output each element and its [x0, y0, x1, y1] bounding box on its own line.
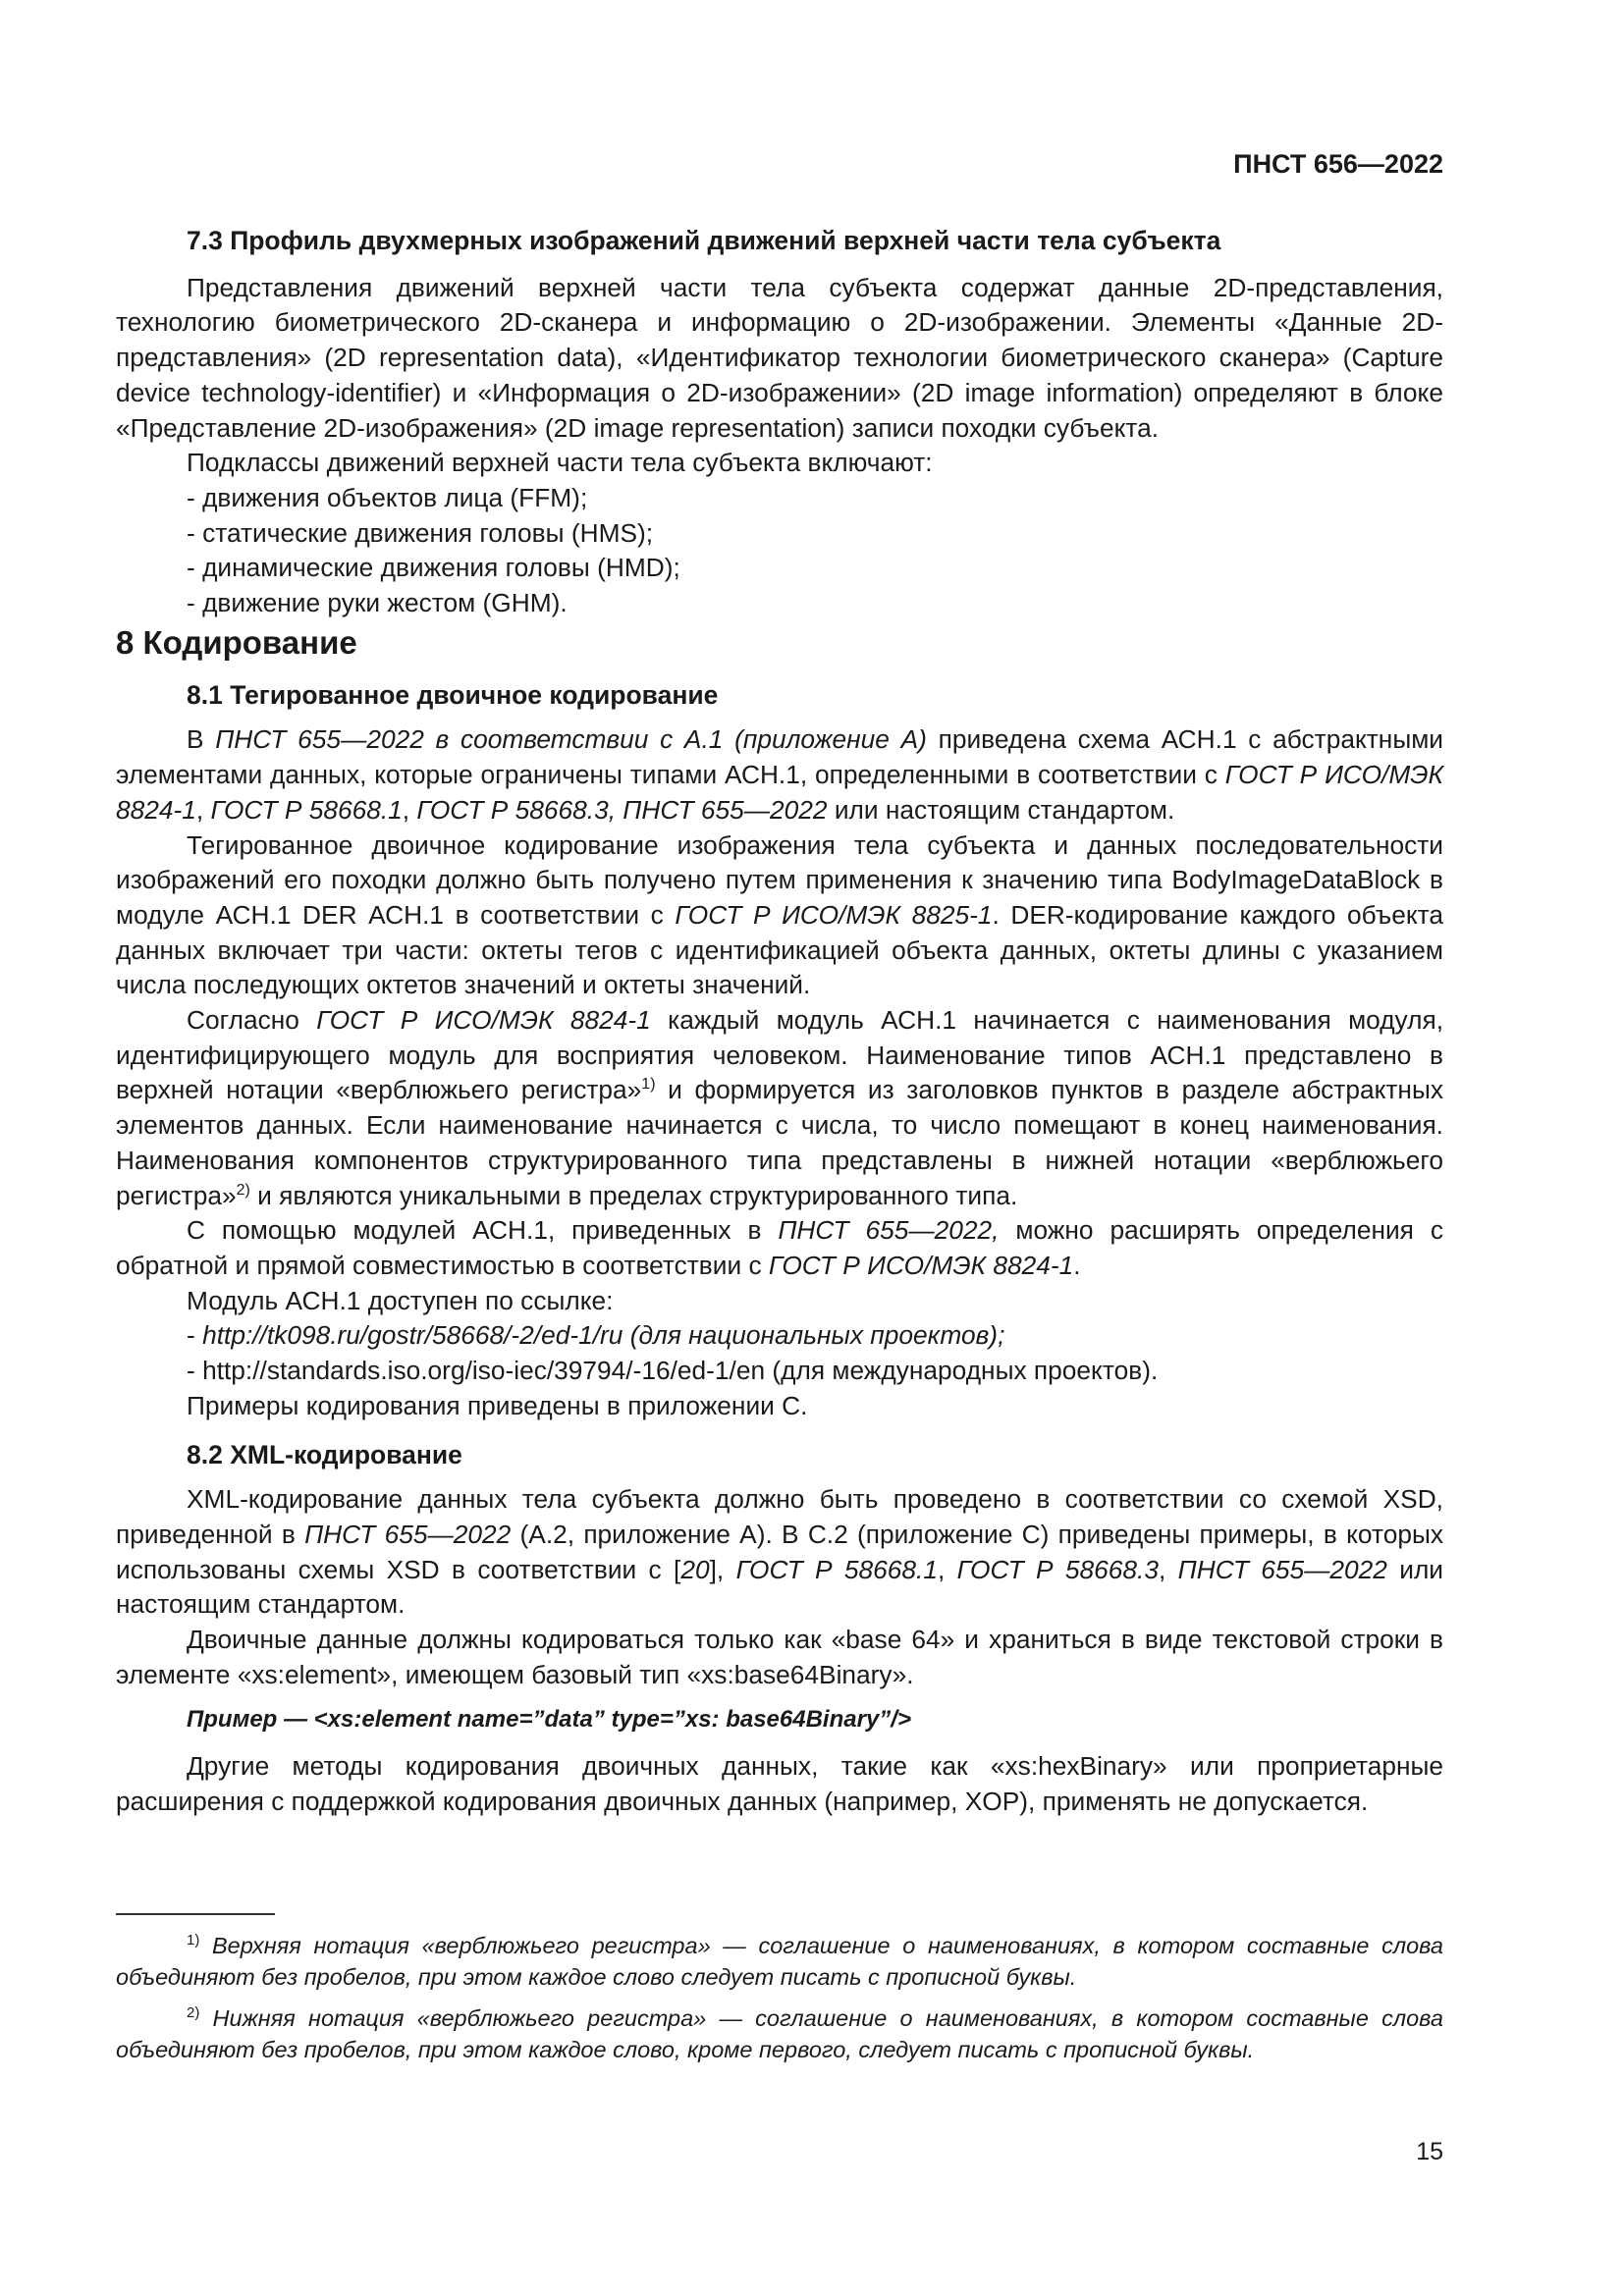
list-item: - динамические движения головы (HMD);	[187, 553, 680, 583]
paragraph: Модуль АСН.1 доступен по ссылке:	[187, 1285, 614, 1315]
paragraph: XML-кодирование данных тела субъекта должно быть проведено в соответствии со схемой XSD, приведенной в ПНСТ 655—2022 (А.2, приложение А). В С.2 (приложение С) приведены примеры, в которых использованы схемы XSD в соответствии с [20], ГОСТ Р 58668.1, ГОСТ Р 58668.3, ПНСТ 655—2022 или настоящим стандартом.	[116, 1484, 1443, 1620]
paragraph: Двоичные данные должны кодироваться только как «base 64» и храниться в виде текстовой строки в элементе «xs:element», имеющем базовый тип «xs:base64Binary».	[116, 1625, 1443, 1689]
paragraph: Другие методы кодирования двоичных данных, такие как «xs:hexBinary» или проприетарные расширения с поддержкой кодирования двоичных данных (например, XOP), применять не допускается.	[116, 1751, 1443, 1816]
footnote-ref-2: 2)	[236, 1181, 250, 1199]
page-content	[116, 224, 1443, 1820]
paragraph: С помощью модулей АСН.1, приведенных в ПНСТ 655—2022, можно расширять определения с обратной и прямой совместимостью в соответствии с ГОСТ Р ИСО/МЭК 8824-1.	[116, 1215, 1443, 1280]
section-8-title: 8 Кодирование	[116, 623, 357, 661]
footnote-2: $^{2)}$ Нижняя нотация «верблюжьего регистра» — соглашение о наименованиях, в котором составные слова объединяют без пробелов, при этом каждое слово, кроме первого, следует писать с прописной буквы.	[116, 2004, 1443, 2062]
paragraph: Подклассы движений верхней части тела субъекта включают:	[187, 448, 933, 478]
paragraph: Тегированное двоичное кодирование изображения тела субъекта и данных последовательности изображений его походки должно быть получено путем применения к значению типа BodyImageDataBlock в модуле АСН.1 DER АСН.1 в соответствии с ГОСТ Р ИСО/МЭК 8825-1. DER-кодирование каждого объекта данных включает три части: октеты тегов с идентификацией объекта данных, октеты длины с указанием числа последующих октетов значений и октеты значений.	[116, 829, 1443, 1000]
paragraph: Примеры кодирования приведены в приложении С.	[187, 1390, 808, 1420]
link-item-international[interactable]: - http://standards.iso.org/iso-iec/39794/-16/ed-1/en (для международных проектов).	[187, 1356, 1159, 1386]
paragraph: В ПНСТ 655—2022 в соответствии с А.1 (приложение А) приведена схема АСН.1 с абстрактными элементами данных, которые ограничены типами АСН.1, определенными в соответствии с ГОСТ Р ИСО/МЭК 8824-1, ГОСТ Р 58668.1, ГОСТ Р 58668.3, ПНСТ 655—2022 или настоящим стандартом.	[116, 724, 1443, 825]
paragraph: Представления движений верхней части тела субъекта содержат данные 2D-представления, технологию биометрического 2D-сканера и информацию о 2D-изображении. Элементы «Данные 2D-представления» (2D representation data), «Идентификатор технологии биометрического сканера» (Capture device technology‑identifier) и «Информация о 2D-изображении» (2D image information) определяют в блоке «Представление 2D-изображения» (2D image representation) записи походки субъекта.	[116, 272, 1443, 443]
section-8-2-title: 8.2 XML-кодирование	[187, 1439, 462, 1469]
footnote-1: $^{1)}$ Верхняя нотация «верблюжьего регистра» — соглашение о наименованиях, в котором составные слова объединяют без пробелов, при этом каждое слово следует писать с прописной буквы.	[116, 1932, 1443, 1990]
link-item-national[interactable]: - http://tk098.ru/gostr/58668/-2/ed-1/ru (для национальных проектов);	[187, 1320, 1005, 1351]
footnotes	[116, 1930, 1443, 2075]
example-line: Пример — <xs:element name=”data” type=”xs: base64Binary”/>	[187, 1706, 911, 1734]
list-item: - движение руки жестом (GHM).	[187, 588, 568, 618]
footnote-ref-1: 1)	[641, 1076, 656, 1094]
document-code: ПНСТ 656—2022	[1233, 149, 1443, 179]
list-item: - статические движения головы (HMS);	[187, 517, 654, 548]
section-7-3-title: 7.3 Профиль двухмерных изображений движений верхней части тела субъекта	[187, 226, 1221, 255]
section-8-1-title: 8.1 Тегированное двоичное кодирование	[187, 679, 719, 710]
paragraph: Согласно ГОСТ Р ИСО/МЭК 8824-1 каждый модуль АСН.1 начинается с наименования модуля, идентифицирующего модуль для восприятия человеком. Наименование типов АСН.1 представлено в верхней нотации «верблюжьего регистра»$^{1)}$ и формируется из заголовков пунктов в разделе абстрактных элементов данных. Если наименование начинается с числа, то число помещают в конец наименования. Наименования компонентов структурированного типа представлены в нижней нотации «верблюжьего регистра»$^{2)}$ и являются уникальными в пределах структурированного типа.	[116, 1005, 1444, 1210]
list-item: - движения объектов лица (FFM);	[187, 482, 588, 512]
page-number: 15	[1416, 2138, 1443, 2165]
footnote-divider	[116, 1913, 275, 1915]
